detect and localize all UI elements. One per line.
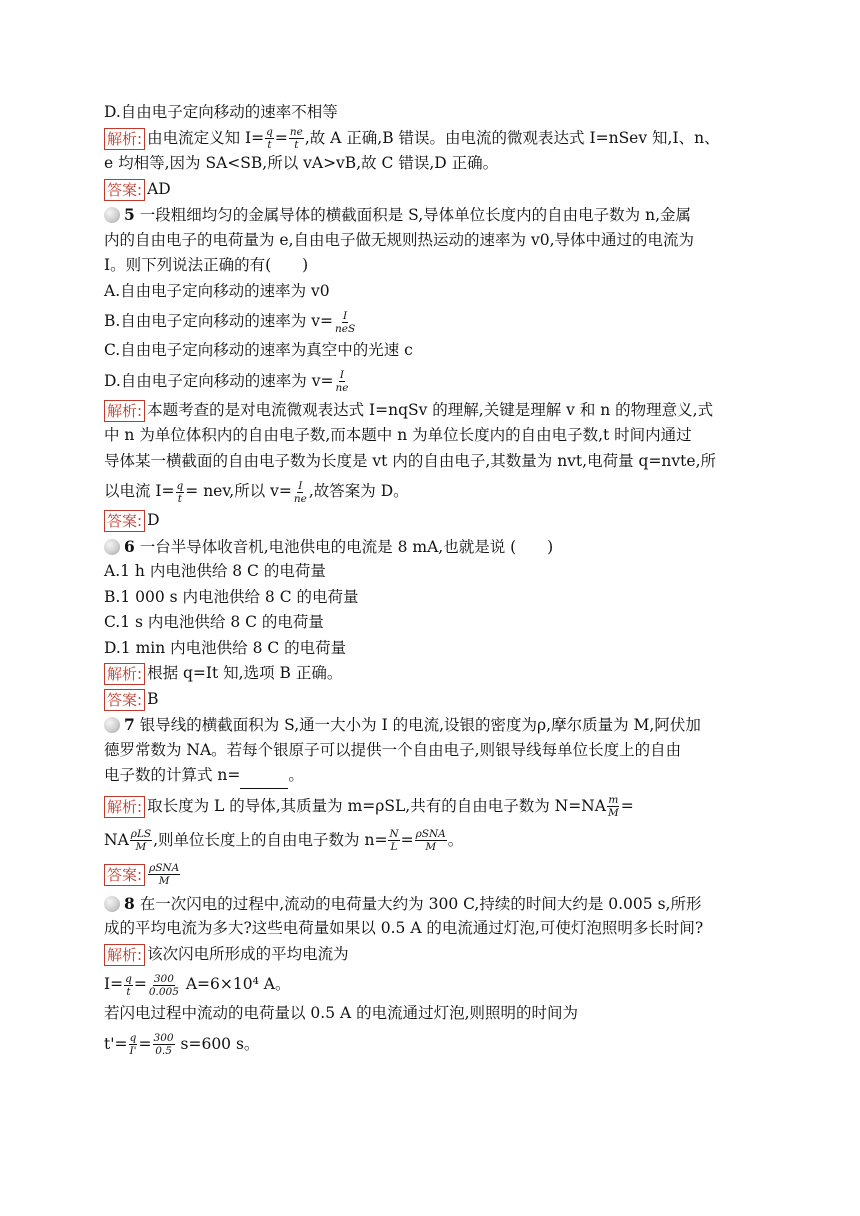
text: 。 (288, 766, 304, 784)
numerator: ρSNA (149, 862, 180, 874)
q5-analysis-line-4 (104, 474, 764, 508)
text: 由电流定义知 I= (147, 128, 265, 147)
numerator: I (298, 479, 303, 492)
question-bullet-icon (104, 717, 120, 733)
q5-stem-line-2: 内的自由电子的电荷量为 e,自由电子做无规则热运动的速率为 v0,导体中通过的电流为 (104, 230, 695, 249)
numerator: 300 (153, 972, 174, 985)
text: = (138, 1034, 152, 1053)
question-number: 6 (124, 536, 135, 556)
text: 本题考查的是对电流微观表达式 I=nqSv 的理解,关键是理解 v 和 n 的物理意义,式 (147, 400, 714, 419)
answer-blank (240, 772, 288, 789)
text: = nev,所以 v= (185, 482, 292, 500)
question-bullet-icon (104, 896, 120, 912)
fraction (128, 1032, 137, 1057)
fraction (176, 480, 185, 505)
analysis-tag: 解析: (104, 944, 145, 966)
text: D.自由电子定向移动的速率为 v= (104, 371, 334, 390)
text: = (274, 128, 288, 147)
q4-option-d: D.自由电子定向移动的速率不相等 (104, 103, 338, 121)
q5-analysis-line-1 (104, 398, 764, 424)
fraction (289, 126, 304, 151)
text: 在一次闪电的过程中,流动的电荷量大约为 300 C,持续的时间大约是 0.005 s,所形 (139, 894, 702, 913)
text: 一台半导体收音机,电池供电的电流是 8 mA,也就是说 ( ) (139, 537, 554, 556)
denominator: t (267, 139, 272, 151)
q5-stem-line-1 (104, 202, 764, 228)
denominator: ne (335, 382, 349, 394)
q5-option-a: A.自由电子定向移动的速率为 v0 (104, 281, 330, 300)
q5-option-d (104, 364, 764, 398)
fraction (153, 1032, 175, 1057)
denominator: M (425, 841, 437, 853)
answer-tag: 答案: (104, 864, 145, 886)
numerator: I (339, 369, 345, 381)
question-bullet-icon (104, 539, 120, 555)
text: ,则单位长度上的自由电子数为 n= (153, 830, 388, 849)
fraction (265, 126, 274, 151)
numerator: q (129, 1032, 137, 1044)
q7-analysis-line-1 (104, 789, 764, 823)
q7-analysis-line-2 (104, 823, 764, 857)
q8-stem-line-1 (104, 891, 764, 917)
answer-tag: 答案: (104, 510, 145, 532)
q5-stem-line-3: I。则下列说法正确的有( ) (104, 256, 309, 274)
fraction (415, 828, 447, 853)
text: 以电流 I= (104, 482, 175, 500)
q7-stem-line-1 (104, 712, 764, 738)
answer-tag: 答案: (104, 689, 145, 711)
q7-answer (104, 857, 764, 891)
text: 根据 q=It 知,选项 B 正确。 (147, 664, 343, 682)
denominator: M (135, 841, 147, 853)
numerator: ρLS (130, 828, 152, 840)
q4-answer (104, 177, 764, 203)
q6-stem (104, 534, 764, 560)
q5-option-b (104, 304, 764, 338)
denominator: 0.5 (155, 1045, 172, 1057)
q8-analysis-line-4 (104, 1027, 764, 1061)
text: = (400, 830, 414, 849)
fraction (388, 828, 399, 853)
text: 电子数的计算式 n= (104, 766, 241, 784)
answer-value: AD (147, 179, 171, 198)
q5-option-c: C.自由电子定向移动的速率为真空中的光速 c (104, 341, 413, 359)
analysis-tag: 解析: (104, 400, 145, 422)
text: t'= (104, 1034, 128, 1053)
denominator: I' (129, 1045, 137, 1057)
q6-answer (104, 687, 764, 713)
numerator: q (125, 972, 132, 985)
text: 银导线的横截面积为 S,通一大小为 I 的电流,设银的密度为ρ,摩尔质量为 M,阿伏加 (139, 716, 701, 734)
fraction (334, 369, 349, 394)
fraction (130, 828, 152, 853)
q4-analysis-line-1 (104, 126, 764, 152)
text: NA (104, 830, 129, 849)
denominator: 0.005 (148, 985, 179, 998)
q7-stem-line-3 (104, 763, 764, 789)
numerator: ρSNA (415, 828, 446, 840)
text: B.自由电子定向移动的速率为 v= (104, 312, 333, 330)
text: = (620, 796, 634, 815)
denominator: t (126, 985, 131, 998)
numerator: q (266, 126, 273, 138)
q5-analysis-line-3: 导体某一横截面的自由电子数为长度是 vt 内的自由电子,其数量为 nvt,电荷量 q=nvte,所 (104, 451, 716, 470)
q8-analysis-line-1 (104, 942, 764, 968)
q5-answer (104, 508, 764, 534)
numerator: 300 (153, 1032, 174, 1044)
q8-analysis-line-3: 若闪电过程中流动的电荷量以 0.5 A 的电流通过灯泡,则照明的时间为 (104, 1004, 579, 1022)
text: ,故答案为 D。 (308, 482, 409, 500)
text: = (133, 975, 147, 993)
numerator: N (389, 828, 399, 840)
question-number: 5 (124, 205, 135, 224)
fraction (148, 973, 180, 998)
text: ,故 A 正确,B 错误。由电流的微观表达式 I=nSev 知,I、n、 (304, 128, 720, 147)
fraction (293, 480, 308, 505)
fraction (607, 794, 620, 819)
fraction (148, 862, 180, 887)
q8-analysis-line-2 (104, 967, 764, 1001)
q8-stem-line-2: 成的平均电流为多大?这些电荷量如果以 0.5 A 的电流通过灯泡,可使灯泡照明多长时间? (104, 919, 704, 937)
denominator: L (390, 841, 398, 853)
denominator: t (177, 492, 183, 505)
denominator: t (294, 139, 299, 151)
q6-analysis (104, 661, 764, 687)
numerator: q (176, 479, 184, 492)
content (104, 100, 764, 1061)
question-number: 7 (124, 715, 135, 734)
text: A=6×10⁴ A。 (185, 975, 291, 993)
denominator: M (607, 807, 619, 819)
text: 。 (447, 830, 464, 849)
analysis-tag: 解析: (104, 796, 145, 818)
text: s=600 s。 (180, 1034, 260, 1053)
q6-option-d: D.1 min 内电池供给 8 C 的电荷量 (104, 638, 347, 657)
analysis-tag: 解析: (104, 128, 145, 150)
question-bullet-icon (104, 207, 120, 223)
answer-value: D (147, 511, 160, 529)
text: 该次闪电所形成的平均电流为 (147, 944, 349, 963)
fraction (124, 973, 133, 998)
denominator: ne (293, 492, 307, 505)
denominator: neS (335, 322, 356, 335)
q7-stem-line-2: 德罗常数为 NA。若每个银原子可以提供一个自由电子,则银导线每单位长度上的自由 (104, 740, 682, 759)
fraction (334, 310, 356, 335)
text: I= (104, 975, 124, 993)
answer-tag: 答案: (104, 179, 145, 201)
denominator: M (158, 875, 170, 887)
numerator: ne (289, 126, 303, 138)
analysis-tag: 解析: (104, 663, 145, 685)
answer-value: B (147, 689, 159, 708)
numerator: I (343, 309, 348, 322)
text: 取长度为 L 的导体,其质量为 m=ρSL,共有的自由电子数为 N=NA (147, 796, 606, 815)
q6-option-a: A.1 h 内电池供给 8 C 的电荷量 (104, 562, 326, 580)
q6-option-c: C.1 s 内电池供给 8 C 的电荷量 (104, 613, 324, 631)
question-number: 8 (124, 893, 135, 913)
numerator: m (608, 794, 619, 806)
q5-analysis-line-2: 中 n 为单位体积内的自由电子数,而本题中 n 为单位长度内的自由电子数,t 时间内通过 (104, 426, 692, 444)
text: 一段粗细均匀的金属导体的横截面积是 S,导体单位长度内的自由电子数为 n,金属 (139, 206, 691, 224)
q6-option-b: B.1 000 s 内电池供给 8 C 的电荷量 (104, 587, 359, 606)
q4-analysis-line-2: e 均相等,因为 SA<SB,所以 vA>vB,故 C 错误,D 正确。 (104, 154, 499, 172)
